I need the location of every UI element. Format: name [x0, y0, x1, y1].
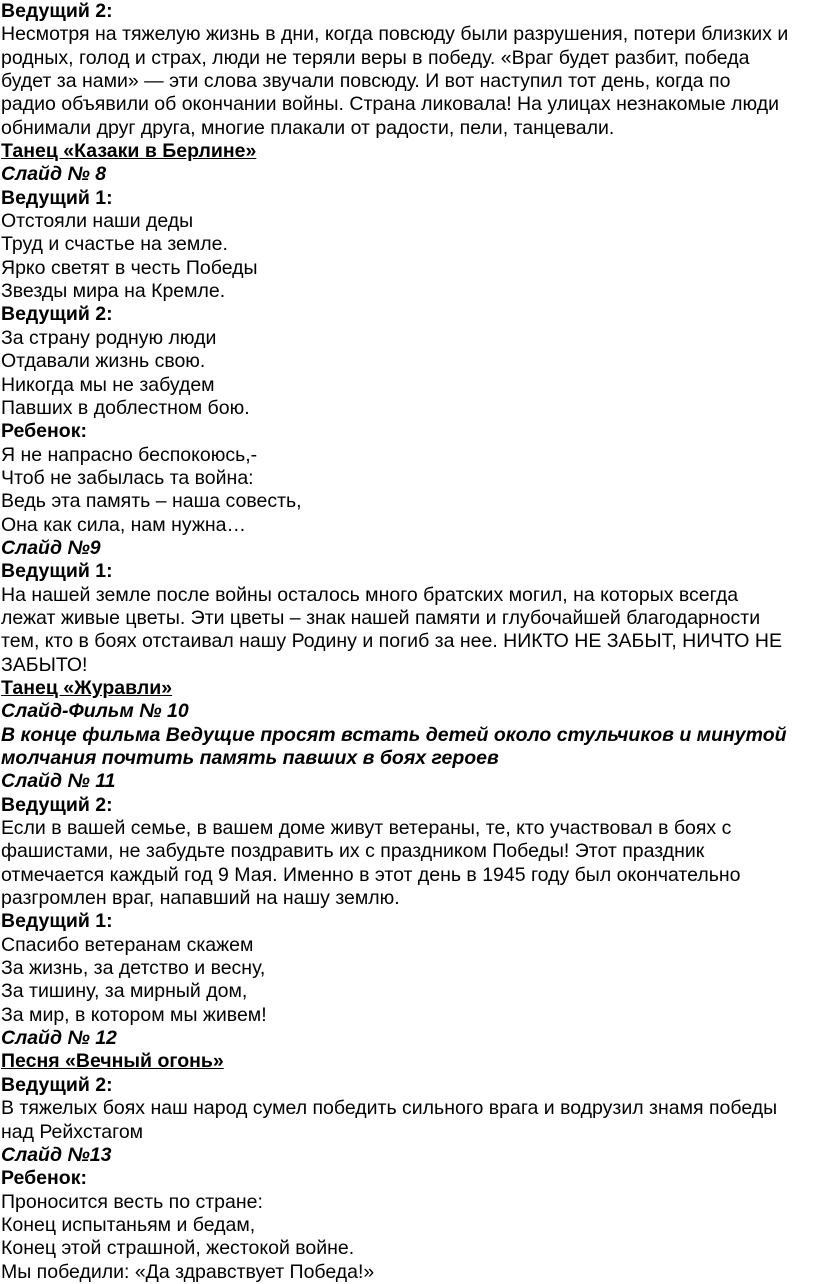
- script-text-line: Проносится весть по стране:: [1, 1190, 263, 1213]
- script-text-line: Конец испытаньям и бедам,: [1, 1213, 256, 1236]
- speaker-label: Ведущий 1:: [1, 910, 113, 933]
- script-text-line: За мир, в котором мы живем!: [1, 1003, 267, 1026]
- script-text-line: Если в вашей семье, в вашем доме живут ветераны, те, кто участвовал в боях с: [1, 817, 732, 840]
- speaker-label: Ведущий 1:: [1, 186, 113, 209]
- script-text-line: будет за нами» — эти слова звучали повсюду. И вот наступил тот день, когда по: [1, 70, 731, 93]
- script-text-line: Спасибо ветеранам скажем: [1, 933, 254, 956]
- script-text-line: разгромлен враг, напавший на нашу землю.: [1, 887, 400, 910]
- script-text-line: Ведь эта память – наша совесть,: [1, 490, 302, 513]
- speaker-label: Ведущий 2:: [1, 0, 113, 22]
- script-text-line: тем, кто в боях отстаивал нашу Родину и погиб за нее. НИКТО НЕ ЗАБЫТ, НИЧТО НЕ: [1, 630, 782, 653]
- script-text-line: Мы победили: «Да здравствует Победа!»: [1, 1260, 375, 1283]
- script-text-line: Никогда мы не забудем: [1, 373, 215, 396]
- script-text-line: Ярко светят в честь Победы: [1, 256, 258, 279]
- slide-marker: Слайд-Фильм № 10: [1, 700, 189, 723]
- script-text-line: Отдавали жизнь свою.: [1, 350, 206, 373]
- slide-marker: Слайд №13: [1, 1143, 112, 1166]
- script-text-line: Отстояли наши деды: [1, 210, 194, 233]
- performance-heading: Танец «Журавли»: [1, 676, 173, 699]
- slide-marker: Слайд №9: [1, 536, 101, 559]
- speaker-label: Ведущий 2:: [1, 793, 113, 816]
- speaker-label: Ведущий 2:: [1, 303, 113, 326]
- script-text-line: Павших в доблестном бою.: [1, 396, 250, 419]
- slide-marker: Слайд № 11: [1, 770, 116, 793]
- script-text-line: радио объявили об окончании войны. Страна ликовала! На улицах незнакомые люди: [1, 93, 780, 116]
- script-text-line: Она как сила, нам нужна…: [1, 513, 246, 536]
- script-text-line: За тишину, за мирный дом,: [1, 980, 248, 1003]
- script-text-line: Труд и счастье на земле.: [1, 233, 228, 256]
- script-text-line: За жизнь, за детство и весну,: [1, 957, 266, 980]
- script-text-line: родных, голод и страх, люди не теряли веры в победу. «Враг будет разбит, победа: [1, 46, 750, 69]
- script-text-line: Я не напрасно беспокоюсь,-: [1, 443, 258, 466]
- script-text-line: обнимали друг друга, многие плакали от радости, пели, танцевали.: [1, 116, 615, 139]
- script-text-line: лежат живые цветы. Эти цветы – знак нашей памяти и глубочайшей благодарности: [1, 606, 761, 629]
- performance-heading: Песня «Вечный огонь»: [1, 1050, 224, 1073]
- stage-direction: молчания почтить память павших в боях героев: [1, 747, 499, 769]
- script-text-line: В тяжелых боях наш народ сумел победить сильного врага и водрузил знамя победы: [1, 1097, 778, 1120]
- speaker-label: Ребенок:: [1, 420, 87, 443]
- slide-marker: Слайд № 12: [1, 1027, 117, 1050]
- script-text-line: Чтоб не забылась та война:: [1, 466, 254, 489]
- script-text-line: над Рейхстагом: [1, 1120, 144, 1143]
- speaker-label: Ребенок:: [1, 1167, 87, 1190]
- performance-heading: Танец «Казаки в Берлине»: [1, 140, 257, 163]
- script-text-line: За страну родную люди: [1, 326, 217, 349]
- speaker-label: Ведущий 2:: [1, 1073, 113, 1096]
- script-text-line: Конец этой страшной, жестокой войне.: [1, 1237, 355, 1260]
- slide-marker: Слайд № 8: [1, 163, 107, 186]
- script-text-line: отмечается каждый год 9 Мая. Именно в этот день в 1945 году был окончательно: [1, 863, 741, 886]
- script-text-line: фашистами, не забудьте поздравить их с праздником Победы! Этот праздник: [1, 840, 705, 863]
- script-text-line: ЗАБЫТО!: [1, 653, 88, 676]
- script-text-line: Несмотря на тяжелую жизнь в дни, когда повсюду были разрушения, потери близких и: [1, 23, 789, 46]
- stage-direction: В конце фильма Ведущие просят встать детей около стульчиков и минутой: [1, 723, 787, 746]
- speaker-label: Ведущий 1:: [1, 560, 113, 583]
- script-text-line: На нашей земле после войны осталось много братских могил, на которых всегда: [1, 583, 739, 606]
- script-text-line: Звезды мира на Кремле.: [1, 280, 226, 303]
